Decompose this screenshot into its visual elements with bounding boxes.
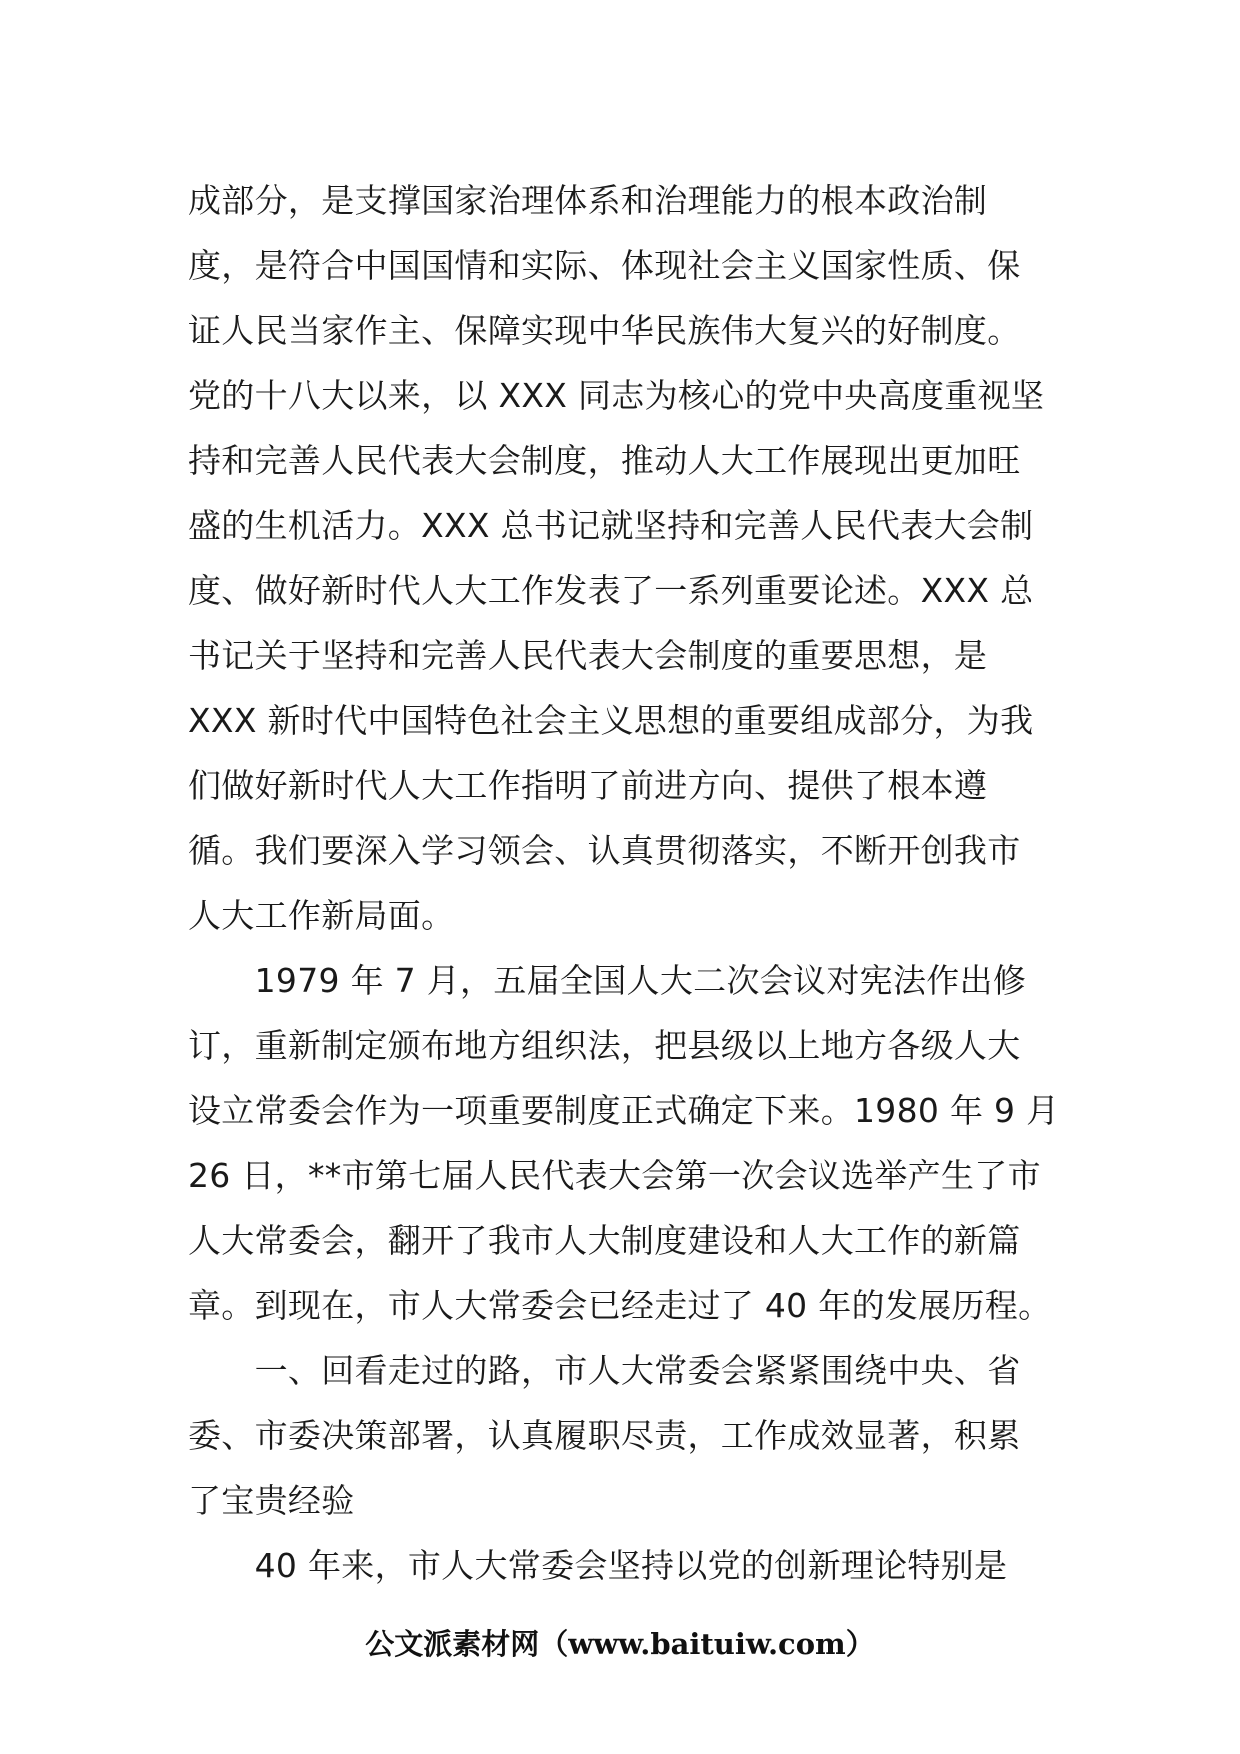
text-line: 证人民当家作主、保障实现中华民族伟大复兴的好制度。 <box>188 311 1021 350</box>
text-line: 循。我们要深入学习领会、认真贯彻落实，不断开创我市 <box>188 831 1021 870</box>
text-line: 书记关于坚持和完善人民代表大会制度的重要思想，是 <box>188 636 988 675</box>
text-line: 度，是符合中国国情和实际、体现社会主义国家性质、保 <box>188 246 1021 285</box>
text-line: 章。到现在，市人大常委会已经走过了 40 年的发展历程。 <box>188 1286 1052 1325</box>
section-heading-line: 一、回看走过的路，市人大常委会紧紧围绕中央、省 <box>188 1351 1021 1390</box>
text-line: 订，重新制定颁布地方组织法，把县级以上地方各级人大 <box>188 1026 1021 1065</box>
text-line: 成部分，是支撑国家治理体系和治理能力的根本政治制 <box>188 181 988 220</box>
text-line: 们做好新时代人大工作指明了前进方向、提供了根本遵 <box>188 766 988 805</box>
text-line: 1979 年 7 月，五届全国人大二次会议对宪法作出修 <box>188 961 1027 1000</box>
document-body <box>188 168 1068 1598</box>
text-line: 人大常委会，翻开了我市人大制度建设和人大工作的新篇 <box>188 1221 1021 1260</box>
text-line: 26 日，**市第七届人民代表大会第一次会议选举产生了市 <box>188 1156 1041 1195</box>
text-line: 持和完善人民代表大会制度，推动人大工作展现出更加旺 <box>188 441 1021 480</box>
text-line: 40 年来，市人大常委会坚持以党的创新理论特别是 <box>188 1546 1008 1585</box>
section-heading-line: 委、市委决策部署，认真履职尽责，工作成效显著，积累 <box>188 1416 1021 1455</box>
text-line: 设立常委会作为一项重要制度正式确定下来。1980 年 9 月 <box>188 1091 1060 1130</box>
text-line: 党的十八大以来，以 XXX 同志为核心的党中央高度重视坚 <box>188 376 1045 415</box>
text-line: 度、做好新时代人大工作发表了一系列重要论述。XXX 总 <box>188 571 1034 610</box>
page-footer: 公文派素材网（www.baituiw.com） <box>365 1627 875 1661</box>
section-heading-line: 了宝贵经验 <box>188 1481 355 1520</box>
text-line: 盛的生机活力。XXX 总书记就坚持和完善人民代表大会制 <box>188 506 1034 545</box>
text-line: XXX 新时代中国特色社会主义思想的重要组成部分，为我 <box>188 701 1034 740</box>
text-line: 人大工作新局面。 <box>188 896 455 935</box>
